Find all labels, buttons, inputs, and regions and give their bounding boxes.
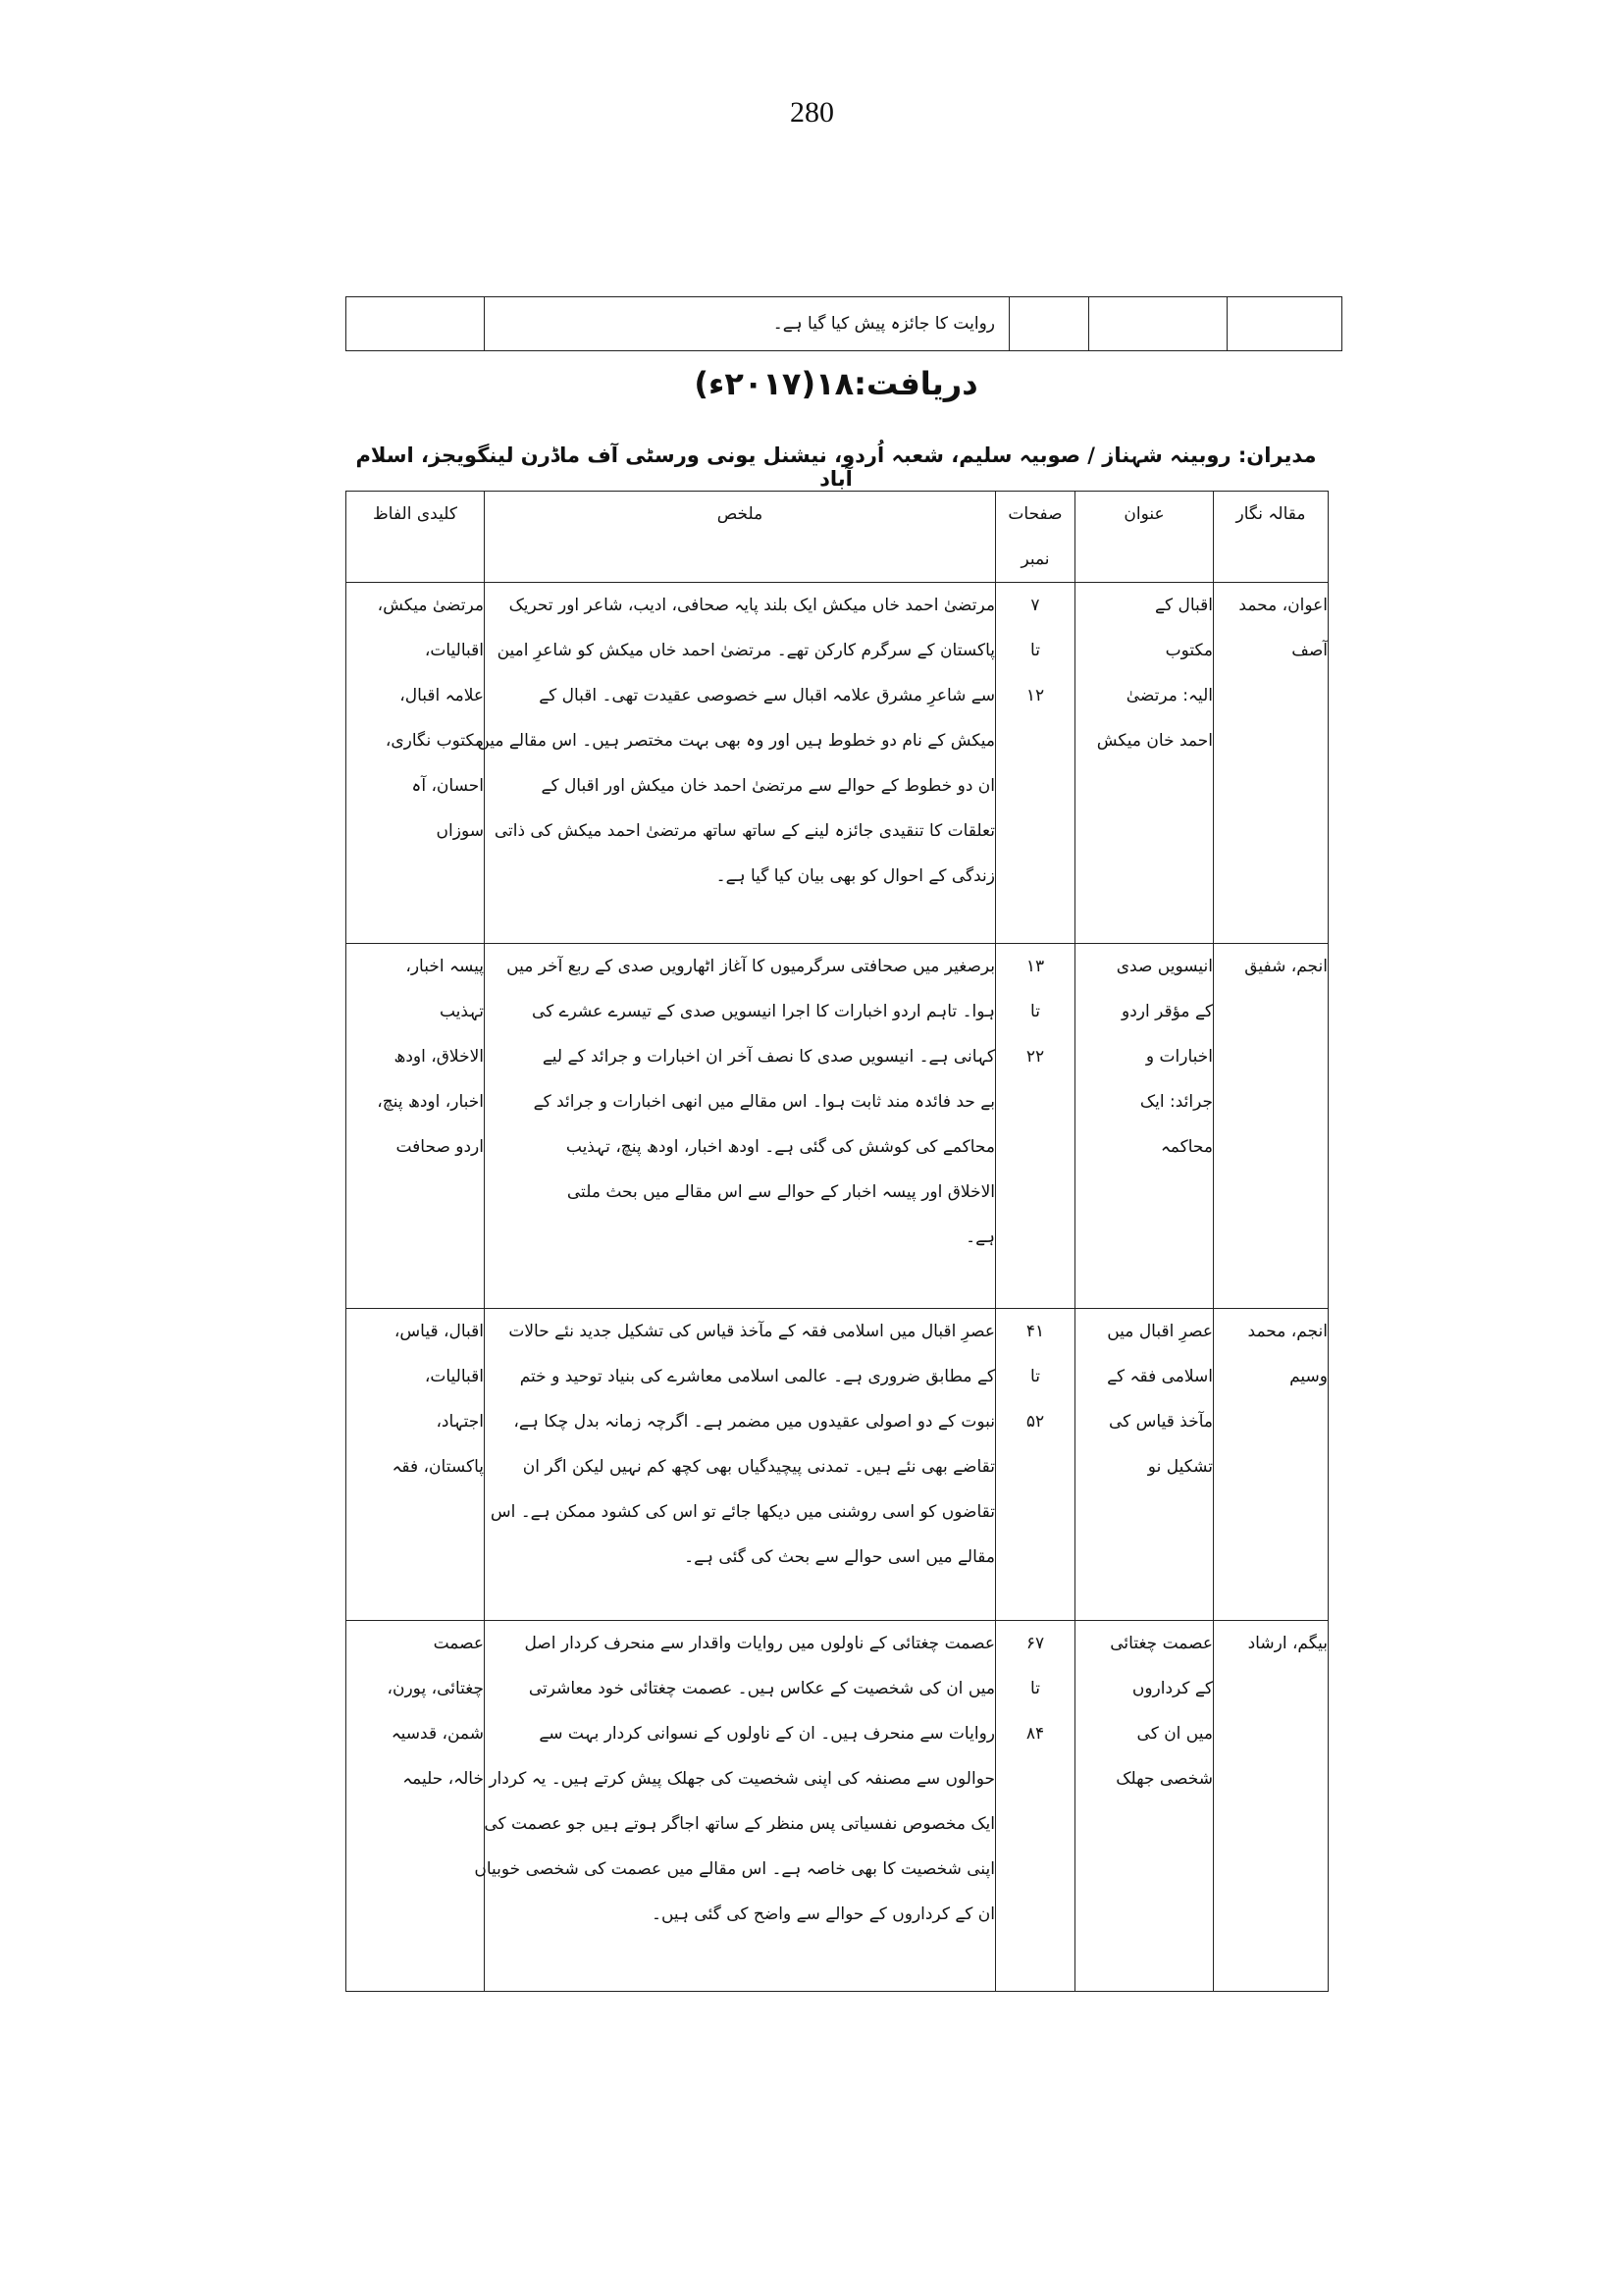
- keyword-line: اردو صحافت: [395, 1137, 484, 1157]
- keywords-cell: [346, 583, 485, 944]
- title-line: تشکیل نو: [1147, 1457, 1213, 1477]
- pages-line: تا: [1030, 1367, 1040, 1386]
- keywords-cell: [346, 1309, 485, 1621]
- author-line: انجم، شفیق: [1244, 957, 1328, 976]
- abstract-line: عصرِ اقبال میں اسلامی فقہ کے مآخذ قیاس کی تشکیل جدید نئے حالات: [508, 1322, 995, 1341]
- keyword-line: پاکستان، فقہ: [392, 1457, 484, 1477]
- keyword-line: الاخلاق، اودھ: [393, 1047, 484, 1067]
- carryover-abstract-text: روایت کا جائزہ پیش کیا گیا ہے۔: [772, 314, 995, 334]
- keyword-line: تہذیب: [439, 1002, 484, 1021]
- title-line: میں ان کی: [1136, 1724, 1213, 1744]
- title-line: جرائد: ایک: [1139, 1092, 1213, 1112]
- abstract-line: ایک مخصوص نفسیاتی پس منظر کے ساتھ اجاگر ہوتے ہیں جو عصمت کی: [484, 1814, 995, 1834]
- author-line: وسیم: [1289, 1367, 1328, 1386]
- abstract-line: برصغیر میں صحافتی سرگرمیوں کا آغاز اٹھارویں صدی کے ربع آخر میں: [506, 957, 995, 976]
- abstract-cell: [474, 1621, 996, 1992]
- carryover-table: [345, 296, 1342, 351]
- abstract-line: میں ان کی شخصیت کے عکاس ہیں۔ عصمت چغتائی خود معاشرتی: [528, 1679, 995, 1698]
- author-line: اعوان، محمد: [1238, 596, 1328, 615]
- header-abstract: ملخص: [485, 492, 996, 583]
- pages-line: ۱۳: [1025, 957, 1045, 976]
- abstract-line: عصمت چغتائی کے ناولوں میں روایات واقدار سے منحرف کردار اصل: [524, 1634, 995, 1653]
- title-cell: [1075, 1309, 1214, 1621]
- table-row: [346, 1621, 1329, 1992]
- header-keywords: کلیدی الفاظ: [346, 492, 485, 583]
- title-line: انیسویں صدی: [1116, 957, 1213, 976]
- keyword-line: شمن، قدسیہ: [391, 1724, 484, 1744]
- abstract-line: بے حد فائدہ مند ثابت ہوا۔ اس مقالے میں انھی اخبارات و جرائد کے: [533, 1092, 995, 1112]
- author-cell: [1214, 1309, 1329, 1621]
- title-line: عصرِ اقبال میں: [1107, 1322, 1213, 1341]
- pages-line: ۵۲: [1025, 1412, 1045, 1432]
- keyword-line: احسان، آہ: [411, 776, 484, 796]
- keyword-line: اقبال، قیاس،: [393, 1322, 484, 1341]
- author-cell: [1214, 583, 1329, 944]
- title-line: الیہ: مرتضیٰ: [1126, 686, 1213, 705]
- abstract-line: زندگی کے احوال کو بھی بیان کیا گیا ہے۔: [715, 866, 995, 886]
- keyword-line: اقبالیات،: [424, 1367, 484, 1386]
- title-line: احمد خان میکش: [1096, 731, 1213, 751]
- abstract-line: حوالوں سے مصنفہ کی اپنی شخصیت کی جھلک پیش کرتے ہیں۔ یہ کردار: [489, 1769, 995, 1789]
- pages-line: تا: [1030, 1679, 1040, 1698]
- abstract-line: روایات سے منحرف ہیں۔ ان کے ناولوں کے نسوانی کردار بہت سے: [539, 1724, 995, 1744]
- abstract-line: نبوت کے دو اصولی عقیدوں میں مضمر ہے۔ اگرچہ زمانہ بدل چکا ہے،: [513, 1412, 995, 1432]
- carryover-keywords-cell: [346, 297, 485, 351]
- pages-line: تا: [1030, 641, 1040, 660]
- abstract-cell: [477, 583, 996, 944]
- pages-cell: [996, 1309, 1075, 1621]
- keyword-line: اقبالیات،: [424, 641, 484, 660]
- abstract-line: ہے۔: [966, 1227, 995, 1247]
- title-cell: [1075, 583, 1214, 944]
- pages-line: ۸۴: [1025, 1724, 1045, 1744]
- title-line: شخصی جھلک: [1116, 1769, 1213, 1789]
- pages-cell: [996, 944, 1075, 1309]
- title-line: کے مؤقر اردو: [1122, 1002, 1213, 1021]
- carryover-abstract-cell: [485, 297, 1010, 351]
- pages-line: ۷: [1030, 596, 1040, 615]
- abstract-cell: [485, 944, 996, 1309]
- title-line: کے کرداروں: [1131, 1679, 1213, 1698]
- abstract-line: اپنی شخصیت کا بھی خاصہ ہے۔ اس مقالے میں عصمت کی شخصی خوبیاں: [474, 1859, 995, 1879]
- abstract-line: پاکستان کے سرگرم کارکن تھے۔ مرتضیٰ احمد خاں میکش کو شاعرِ امین: [497, 641, 995, 660]
- title-cell: [1075, 944, 1214, 1309]
- author-cell: [1214, 944, 1329, 1309]
- carryover-row: [346, 297, 1342, 351]
- editors-line: مدیران: روبینہ شہناز / صوبیہ سلیم، شعبہ اُردو، نیشنل یونی ورسٹی آف ماڈرن لینگویجز، اسلام آباد: [355, 443, 1317, 491]
- pages-line: ۱۲: [1025, 686, 1045, 705]
- pages-line: ۶۷: [1025, 1634, 1045, 1653]
- abstract-cell: [485, 1309, 996, 1621]
- keywords-cell: [346, 944, 485, 1309]
- author-line: انجم، محمد: [1247, 1322, 1328, 1341]
- articles-table: [345, 491, 1329, 1992]
- title-line: محاکمہ: [1160, 1137, 1213, 1157]
- abstract-line: تقاضے بھی نئے ہیں۔ تمدنی پیچیدگیاں بھی کچھ کم نہیں لیکن اگر ان: [522, 1457, 995, 1477]
- abstract-line: الاخلاق اور پیسہ اخبار کے حوالے سے اس مقالے میں بحث ملتی: [566, 1182, 995, 1202]
- pages-line: ۲۲: [1025, 1047, 1045, 1067]
- carryover-author-cell: [1228, 297, 1342, 351]
- keyword-line: خالہ، حلیمہ: [402, 1769, 484, 1789]
- author-line: آصف: [1291, 641, 1328, 660]
- title-line: اخبارات و: [1145, 1047, 1213, 1067]
- title-line: اقبال کے: [1155, 596, 1213, 615]
- table-row: [346, 944, 1329, 1309]
- pages-line: ۴۱: [1025, 1322, 1045, 1341]
- pages-line: تا: [1030, 1002, 1040, 1021]
- title-line: اسلامی فقہ کے: [1107, 1367, 1213, 1386]
- author-cell: [1214, 1621, 1329, 1992]
- header-author: مقالہ نگار: [1214, 492, 1329, 583]
- abstract-line: تعلقات کا تنقیدی جائزہ لینے کے ساتھ ساتھ مرتضیٰ احمد میکش کی ذاتی: [494, 821, 995, 841]
- title-cell: [1075, 1621, 1214, 1992]
- abstract-line: مرتضیٰ احمد خاں میکش ایک بلند پایہ صحافی، ادیب، شاعر اور تحریک: [508, 596, 995, 615]
- title-line: مآخذ قیاس کی: [1109, 1412, 1213, 1432]
- keyword-line: مرتضیٰ میکش،: [377, 596, 484, 615]
- abstract-line: مقالے میں اسی حوالے سے بحث کی گئی ہے۔: [684, 1547, 995, 1567]
- abstract-line: تقاضوں کو اسی روشنی میں دیکھا جائے تو اس کی کشود ممکن ہے۔ اس: [490, 1502, 995, 1522]
- keyword-line: سوزاں: [436, 821, 484, 841]
- abstract-line: ہوا۔ تاہم اردو اخبارات کا اجرا انیسویں صدی کے تیسرے عشرے کی: [531, 1002, 995, 1021]
- abstract-line: محاکمے کی کوشش کی گئی ہے۔ اودھ اخبار، اودھ پنچ، تہذیب: [565, 1137, 995, 1157]
- abstract-line: کے مطابق ضروری ہے۔ عالمی اسلامی معاشرے کی بنیاد توحید و ختم: [519, 1367, 995, 1386]
- table-header-row: [346, 492, 1329, 583]
- title-line: عصمت چغتائی: [1110, 1634, 1213, 1653]
- header-title: عنوان: [1075, 492, 1214, 583]
- header-pages-line: صفحات: [1008, 504, 1063, 524]
- keyword-line: اخبار، اودھ پنچ،: [377, 1092, 484, 1112]
- header-pages-line: نمبر: [1021, 549, 1050, 569]
- carryover-title-cell: [1089, 297, 1228, 351]
- header-pages: [996, 492, 1075, 583]
- table-row: [346, 583, 1329, 944]
- keyword-line: علامہ اقبال،: [399, 686, 484, 705]
- title-line: مکتوب: [1165, 641, 1213, 660]
- keyword-line: مکتوب نگاری،: [385, 731, 484, 751]
- page-number: 280: [790, 96, 834, 129]
- keyword-line: چغتائی، پورن،: [387, 1679, 484, 1698]
- keyword-line: اجتہاد،: [436, 1412, 484, 1432]
- abstract-line: میکش کے نام دو خطوط ہیں اور وہ بھی بہت مختصر ہیں۔ اس مقالے میں: [477, 731, 995, 751]
- pages-cell: [996, 583, 1075, 944]
- abstract-line: ان دو خطوط کے حوالے سے مرتضیٰ احمد خان میکش اور اقبال کے: [541, 776, 995, 796]
- author-line: بیگم، ارشاد: [1247, 1634, 1328, 1653]
- keyword-line: پیسہ اخبار،: [405, 957, 484, 976]
- keywords-cell: [346, 1621, 485, 1992]
- keyword-line: عصمت: [433, 1634, 484, 1653]
- abstract-line: کہانی ہے۔ انیسویں صدی کا نصف آخر ان اخبارات و جرائد کے لیے: [542, 1047, 995, 1067]
- section-heading: دریافت:۱۸(۲۰۱۷ء): [694, 365, 978, 402]
- abstract-line: ان کے کرداروں کے حوالے سے واضح کی گئی ہیں۔: [652, 1904, 995, 1924]
- carryover-pages-cell: [1010, 297, 1089, 351]
- table-row: [346, 1309, 1329, 1621]
- abstract-line: سے شاعرِ مشرق علامہ اقبال سے خصوصی عقیدت تھی۔ اقبال کے: [539, 686, 995, 705]
- pages-cell: [996, 1621, 1075, 1992]
